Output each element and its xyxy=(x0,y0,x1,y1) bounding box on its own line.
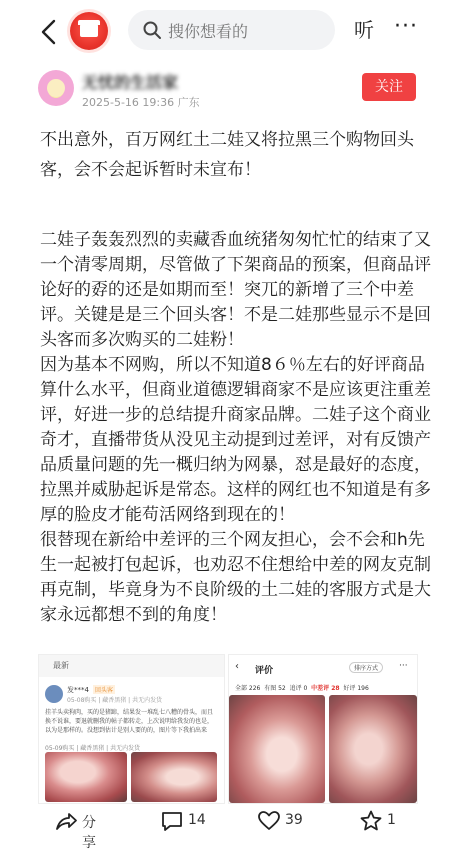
review-meta: 05-09购买 | 藏香黑猪 | 共无内发货 xyxy=(45,745,141,752)
listen-button[interactable]: 听 xyxy=(354,18,374,42)
review-text: 挂羊头卖狗肉，买的是猪蹄，结果发一堆乱七八糟的骨头，而且换不说谁，要退就删我的帖子都转走，上次说明给我发的也是，以为是那样的。没想到估计是别人要的的，图片等下我拍出来 xyxy=(45,709,214,734)
search-placeholder: 搜你想看的 xyxy=(168,22,249,41)
image-gallery xyxy=(38,654,418,802)
more-icon: ··· xyxy=(399,661,408,671)
post-date: 2025-5-16 19:36 xyxy=(82,96,175,109)
review-screenshot-right[interactable] xyxy=(228,654,418,804)
screenshot-tab: 最新 xyxy=(53,661,69,670)
favorite-count: 1 xyxy=(387,812,396,828)
app-logo[interactable] xyxy=(70,12,108,50)
chevron-left-icon xyxy=(34,14,64,50)
post-location: 广东 xyxy=(177,96,200,109)
like-count: 39 xyxy=(285,812,303,828)
reviewer-avatar xyxy=(45,685,63,703)
sort-button: 排序方式 xyxy=(349,662,383,673)
back-button[interactable] xyxy=(34,14,64,50)
author-name[interactable]: 无忧的生活家 xyxy=(82,73,179,92)
tab-pic: 有图 52 xyxy=(264,685,286,692)
tab-all: 全部 226 xyxy=(235,685,261,692)
meat-photo xyxy=(131,752,217,802)
post-meta xyxy=(82,94,200,110)
avatar[interactable] xyxy=(38,70,74,106)
meat-photo xyxy=(329,695,417,803)
meat-photo xyxy=(45,752,127,802)
tab-follow: 追评 0 xyxy=(289,685,308,692)
more-button[interactable]: ··· xyxy=(394,14,418,39)
post-body xyxy=(40,228,436,628)
screenshot-header xyxy=(39,655,224,677)
action-bar xyxy=(0,800,472,851)
reviewer-name: 发***4 xyxy=(67,686,89,694)
screenshot-header xyxy=(229,655,417,681)
share-icon xyxy=(54,809,78,833)
author-bar xyxy=(38,70,438,114)
post-paragraph: 因为基本不网购，所以不知道8６％左右的好评商品算什么水平，但商业道德逻辑商家不是应该更注重差评，好进一步的总结提升商家品牌。二娃子这个商业奇才，直播带货从没见主动提到过差评，对有反馈产品质量问题的先一概归纳为网暴，怼是最好的态度，拉黑并威胁起诉是常态。这样的网红也不知道是有多厚的脸皮才能苟活网络到现在的！ xyxy=(40,355,431,525)
comment-count: 14 xyxy=(188,812,206,828)
post-paragraph: 二娃子轰轰烈烈的卖藏香血统猪匆匆忙忙的结束了又一个清零周期，尽管做了下架商品的预案，但商品评论好的孬的还是如期而至！突兀的新增了三个中差评。关键是是三个回头客！不是二娃那些显示不是回头客而多次购买的二娃粉！ xyxy=(40,230,431,350)
search-box[interactable] xyxy=(128,10,335,50)
search-icon xyxy=(142,20,162,40)
review-screenshot-left[interactable] xyxy=(38,654,225,804)
meat-photo xyxy=(229,695,325,803)
follow-button[interactable]: 关注 xyxy=(362,73,416,101)
review-tabs xyxy=(235,683,369,692)
share-label: 分享 xyxy=(82,815,96,851)
comment-icon xyxy=(160,809,184,833)
top-bar xyxy=(0,0,472,62)
reviewer-sub: 05-08购买 | 藏香黑猪 | 共无内发货 xyxy=(67,697,163,704)
bottom-edge xyxy=(0,846,472,859)
post-paragraph: 很替现在新给中差评的三个网友担心，会不会和h先生一起被打包起诉，也劝忍不住想给中差的网友克制再克制，毕竟身为不良阶级的土二娃的客服方式是大家永远都想不到的角度！ xyxy=(40,530,431,625)
tab-good: 好评 196 xyxy=(343,685,369,692)
star-icon xyxy=(359,809,383,833)
reviewer-tag: 回头客 xyxy=(95,687,114,694)
tab-mid-bad: 中差评 28 xyxy=(311,685,340,692)
heart-icon xyxy=(257,809,281,833)
back-icon: ‹ xyxy=(235,661,239,672)
post-title: 不出意外，百万网红土二娃又将拉黑三个购物回头客，会不会起诉暂时未宣布！ xyxy=(40,130,414,180)
screenshot-title: 评价 xyxy=(255,666,274,676)
